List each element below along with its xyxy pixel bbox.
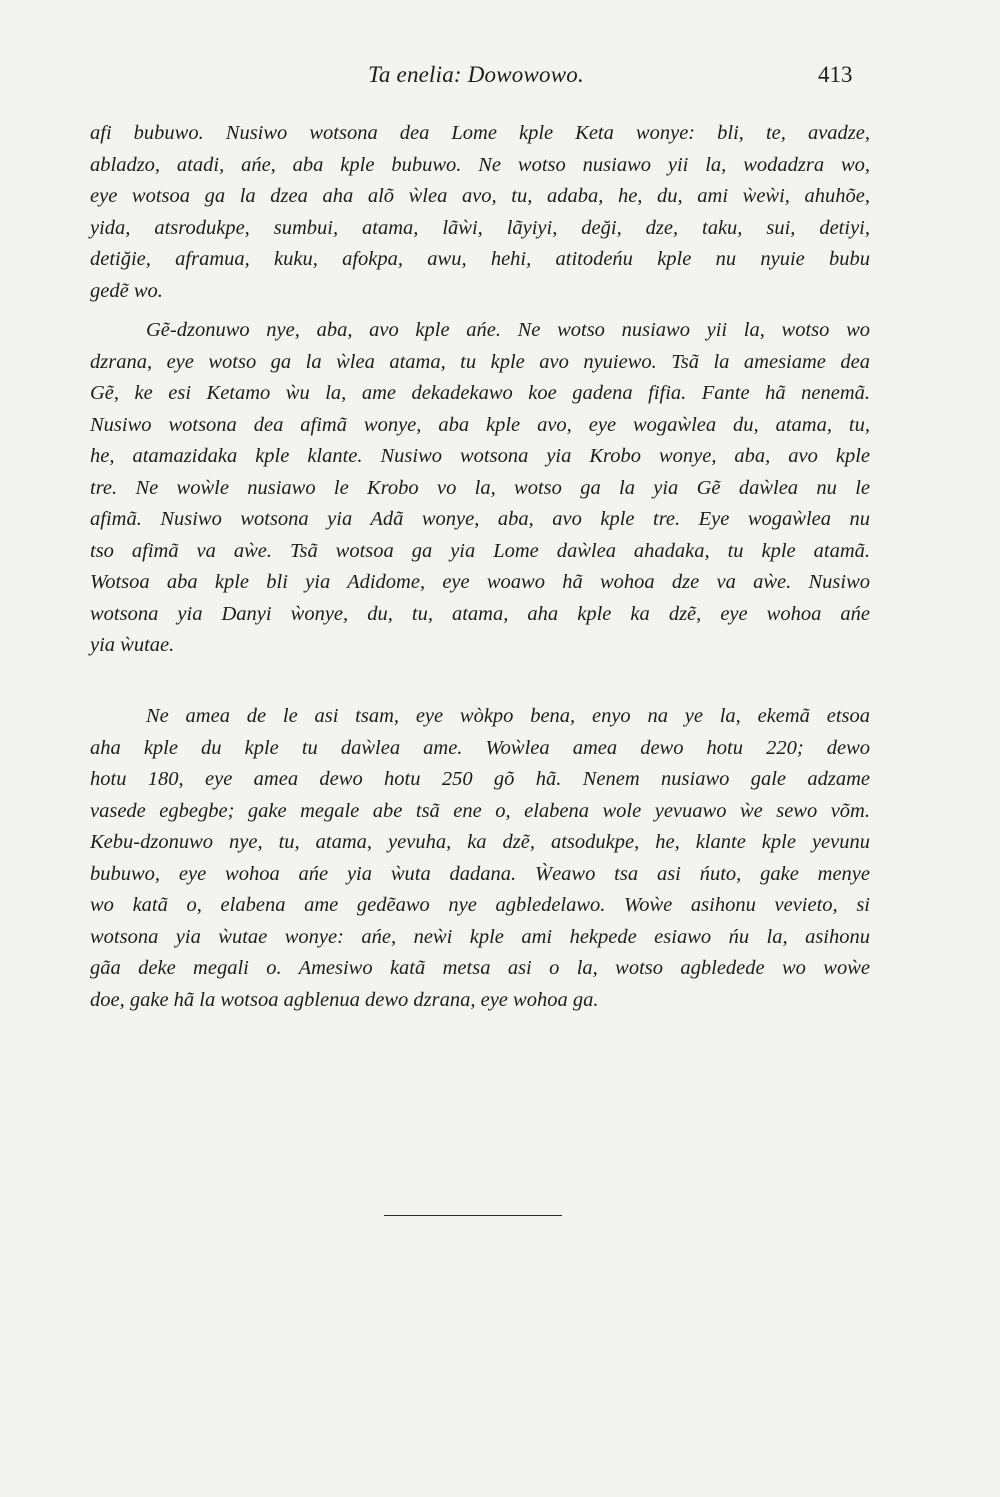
section-divider <box>384 1215 562 1216</box>
text-line: hotu 180, eye amea dewo hotu 250 gõ hã. Nenem nusiawo gale adzame <box>90 768 870 790</box>
text-line: vasede egbegbe; gake megale abe tsã ene o, elabena wole yevuawo ẁe sewo võm. <box>90 799 870 822</box>
paragraph-2 <box>90 315 870 662</box>
paragraph-3 <box>90 701 870 1016</box>
paragraph-1 <box>90 118 870 307</box>
text-line: Kebu-dzonuwo nye, tu, atama, yevuha, ka dzẽ, atsodukpe, he, klante kple yevunu <box>90 831 870 853</box>
text-line: afi bubuwo. Nusiwo wotsona dea Lome kple Keta wonye: bli, te, avadze, <box>90 122 870 144</box>
text-line: tre. Ne woẁle nusiawo le Krobo vo la, wotso ga la yia Gẽ daẁlea nu le <box>90 476 870 499</box>
text-line: tso afimã va aẁe. Tsã wotsoa ga yia Lome daẁlea ahadaka, tu kple atamã. <box>90 539 870 562</box>
text-line: wotsona yia ẁutae wonye: ańe, neẁi kple ami hekpede esiawo ńu la, asihonu <box>90 925 870 948</box>
text-line: wo katã o, elabena ame gedẽawo nye agbledelawo. Woẁe asihonu vevieto, si <box>90 894 870 916</box>
text-line: detiğie, aframua, kuku, afokpa, awu, hehi, atitodeńu kple nu nyuie bubu <box>90 248 870 270</box>
text-line: abladzo, atadi, ańe, aba kple bubuwo. Ne wotso nusiawo yii la, wodadzra wo, <box>90 153 870 176</box>
text-line: dzrana, eye wotso ga la ẁlea atama, tu kple avo nyuiewo. Tsã la amesiame dea <box>90 350 870 373</box>
text-line: Gẽ, ke esi Ketamo ẁu la, ame dekadekawo koe gadena fifia. Fante hã nenemã. <box>90 382 870 404</box>
text-line: wotsona yia Danyi ẁonye, du, tu, atama, aha kple ka dzẽ, eye wohoa ańe <box>90 602 870 625</box>
text-line: Ne amea de le asi tsam, eye wòkpo bena, enyo na ye la, ekemã etsoa <box>146 705 870 727</box>
text-line: Nusiwo wotsona dea afimã wonye, aba kple avo, eye wogaẁlea du, atama, tu, <box>90 413 870 436</box>
text-line: Wotsoa aba kple bli yia Adidome, eye woawo hã wohoa dze va aẁe. Nusiwo <box>90 571 870 593</box>
text-line: he, atamazidaka kple klante. Nusiwo wotsona yia Krobo wonye, aba, avo kple <box>90 445 870 467</box>
text-line: gãa deke megali o. Amesiwo katã metsa asi o la, wotso agbledede wo woẁe <box>90 957 870 979</box>
text-line: doe, gake hã la wotsoa agblenua dewo dzrana, eye wohoa ga. <box>90 988 599 1011</box>
running-header <box>0 62 1000 92</box>
running-title: Ta enelia: Dowowowo. <box>368 62 584 87</box>
text-line: bubuwo, eye wohoa ańe yia ẁuta dadana. Ẁeawo tsa asi ńuto, gake menye <box>90 862 870 885</box>
text-line: Gẽ-dzonuwo nye, aba, avo kple ańe. Ne wotso nusiawo yii la, wotso wo <box>146 319 870 341</box>
page-number: 413 <box>818 62 853 87</box>
text-line: gedẽ wo. <box>90 279 163 302</box>
text-line: afimã. Nusiwo wotsona yia Adã wonye, aba, avo kple tre. Eye wogaẁlea nu <box>90 508 870 530</box>
text-line: yida, atsrodukpe, sumbui, atama, lãẁi, lãyiyi, deği, dze, taku, sui, detiyi, <box>90 216 870 239</box>
text-line: yia ẁutae. <box>90 634 175 656</box>
text-line: eye wotsoa ga la dzea aha alõ ẁlea avo, tu, adaba, he, du, ami ẁeẁi, ahuhõe, <box>90 185 870 207</box>
text-line: aha kple du kple tu daẁlea ame. Woẁlea amea dewo hotu 220; dewo <box>90 736 870 759</box>
